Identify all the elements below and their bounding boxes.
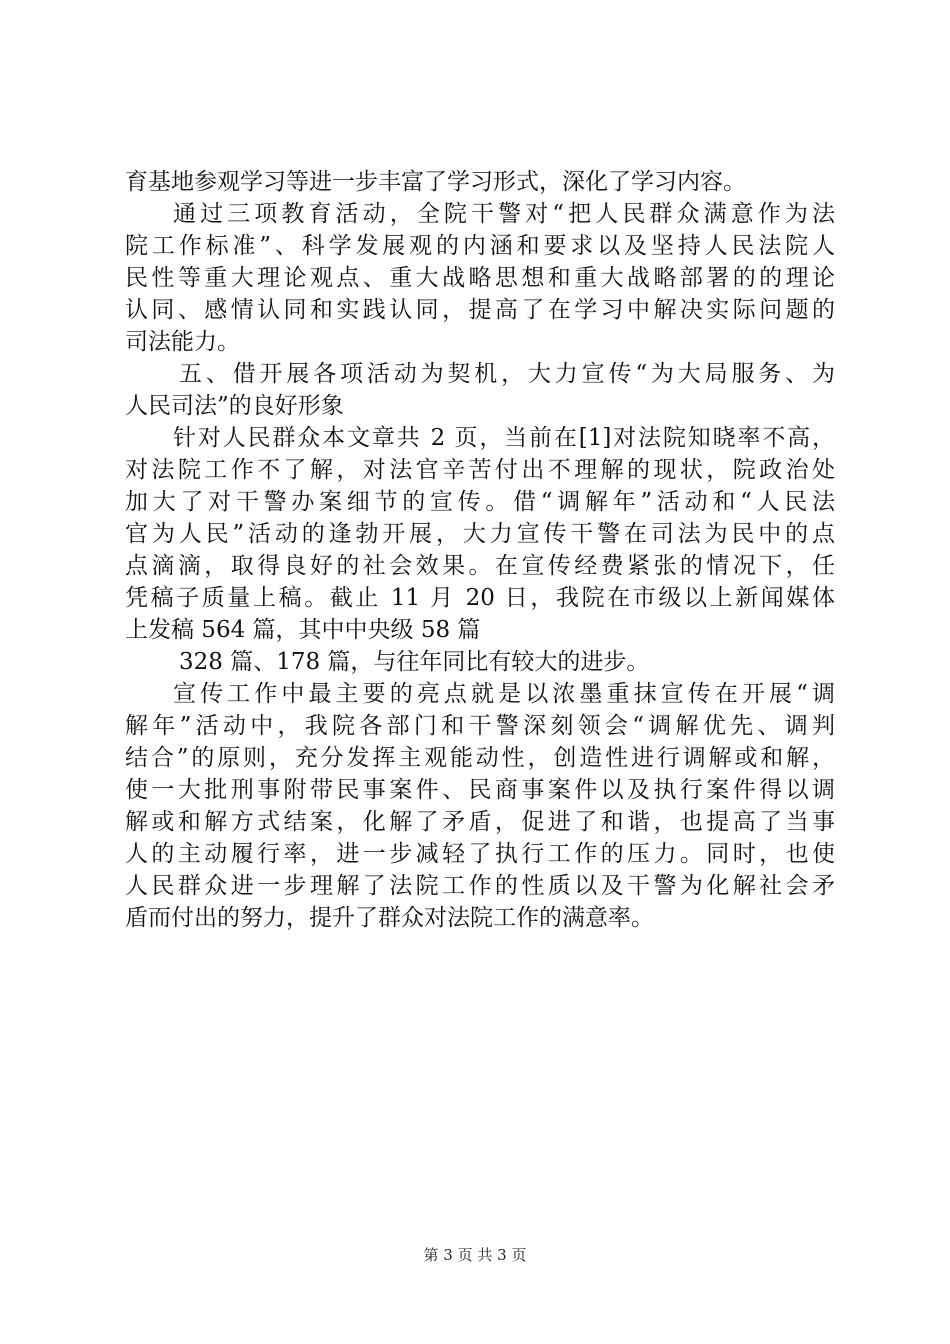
text-line: 认同、感情认同和实践认同，提高了在学习中解决实际问题的 xyxy=(125,297,835,323)
text-line: 宣传工作中最主要的亮点就是以浓墨重抹宣传在开展“调 xyxy=(173,681,835,707)
text-line: 对法院工作不了解，对法官辛苦付出不理解的现状，院政治处 xyxy=(125,457,835,483)
text-line: 盾而付出的努力，提升了群众对法院工作的满意率。 xyxy=(125,905,654,931)
section-heading-line: 人民司法”的良好形象 xyxy=(125,393,344,419)
text-line: 结合”的原则，充分发挥主观能动性，创造性进行调解或和解， xyxy=(125,745,835,771)
text-line: 人的主动履行率，进一步减轻了执行工作的压力。同时，也使 xyxy=(125,841,835,867)
text-line: 司法能力。 xyxy=(125,329,240,355)
page-number-footer: 第 3 页 共 3 页 xyxy=(423,1246,527,1264)
text-line: 人民群众进一步理解了法院工作的性质以及干警为化解社会矛 xyxy=(125,873,835,899)
document-body xyxy=(125,166,835,934)
section-heading-line: 五、借开展各项活动为契机，大力宣传“为大局服务、为 xyxy=(179,361,835,387)
text-line: 官为人民”活动的逢勃开展，大力宣传干警在司法为民中的点 xyxy=(125,521,835,547)
text-line: 使一大批刑事附带民事案件、民商事案件以及执行案件得以调 xyxy=(125,777,835,803)
text-line: 民性等重大理论观点、重大战略思想和重大战略部署的的理论 xyxy=(125,265,835,291)
text-line: 328 篇、178 篇，与往年同比有较大的进步。 xyxy=(179,649,650,675)
text-line: 通过三项教育活动，全院干警对“把人民群众满意作为法 xyxy=(173,201,835,227)
text-line: 点滴滴，取得良好的社会效果。在宣传经费紧张的情况下，任 xyxy=(125,553,835,579)
text-line: 院工作标准”、科学发展观的内涵和要求以及坚持人民法院人 xyxy=(125,233,835,259)
text-line: 针对人民群众本文章共 2 页，当前在[1]对法院知晓率不高， xyxy=(173,425,835,451)
text-line: 解年”活动中，我院各部门和干警深刻领会“调解优先、调判 xyxy=(125,713,835,739)
text-line: 凭稿子质量上稿。截止 11 月 20 日，我院在市级以上新闻媒体 xyxy=(125,585,835,611)
text-line: 解或和解方式结案，化解了矛盾，促进了和谐，也提高了当事 xyxy=(125,809,835,835)
text-line: 上发稿 564 篇，其中中央级 58 篇 xyxy=(125,617,481,643)
text-line: 育基地参观学习等进一步丰富了学习形式，深化了学习内容。 xyxy=(125,169,746,195)
text-line: 加大了对干警办案细节的宣传。借“调解年”活动和“人民法 xyxy=(125,489,835,515)
